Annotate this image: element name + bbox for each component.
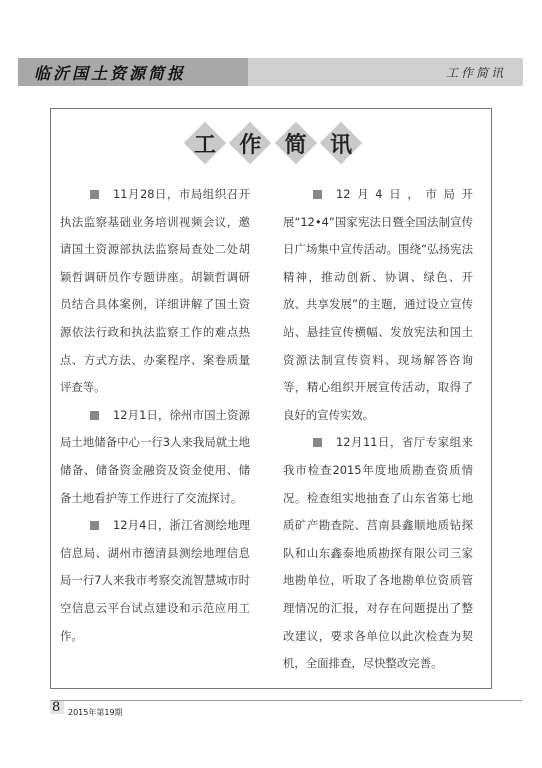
square-bullet-icon	[313, 438, 322, 447]
square-bullet-icon	[90, 521, 99, 530]
left-column	[60, 181, 250, 650]
news-text: 12月1日，徐州市国土资源局土地储备中心一行3人来我局就土地储备、储备资金融资及资金使用、储备土地看护等工作进行了交流探讨。	[60, 407, 250, 505]
news-item	[60, 402, 250, 512]
title-char: 简	[277, 124, 315, 162]
square-bullet-icon	[90, 411, 99, 420]
news-item	[283, 181, 473, 429]
square-bullet-icon	[313, 190, 322, 199]
news-text: 12月11日，省厅专家组来我市检查2015年度地质勘查资质情况。检查组实地抽查了山东省第七地质矿产勘查院、莒南县鑫顺地质钻探队和山东鑫泰地质勘探有限公司三家地勘单位，听取了各地勘单位资质管理情况的汇报，对存在问题提出了整改建议，要求各单位以此次检查为契机，全面排查，尽快整改完善。	[283, 435, 473, 671]
news-text: 12月4日，市局开展“12•4”国家宪法日暨全国法制宣传日广场集中宣传活动。围绕“弘扬宪法精神，推动创新、协调、绿色、开放、共享发展”的主题，通过设立宣传站、悬挂宣传横幅、发放宪法和国土资源法制宣传资料、现场解答咨询等，精心组织开展宣传活动，取得了良好的宣传实效。	[283, 187, 473, 422]
news-text: 12月4日，浙江省测绘地理信息局、湖州市德清县测绘地理信息局一行7人来我市考察交流智慧城市时空信息云平台试点建设和示范应用工作。	[60, 518, 250, 643]
news-text: 11月28日，市局组织召开执法监察基础业务培训视频会议，邀请国土资源部执法监察局查处二处胡颖哲调研员作专题讲座。胡颖哲调研员结合具体案例，详细讲解了国土资源依法行政和执法监察工作的难点热点、方式方法、办案程序、案卷质量评查等。	[60, 187, 250, 395]
title-char: 作	[231, 124, 269, 162]
right-column	[283, 181, 473, 678]
square-bullet-icon	[90, 190, 99, 199]
page-title	[186, 124, 360, 170]
footer-divider	[50, 700, 522, 701]
page-number: 8	[52, 700, 61, 715]
news-item	[60, 181, 250, 402]
issue-label: 2015年第19期	[68, 708, 123, 717]
title-char: 讯	[322, 124, 360, 162]
news-item	[60, 512, 250, 650]
title-char: 工	[186, 124, 224, 162]
publication-title: 临沂国土资源简报	[34, 64, 187, 83]
news-item	[283, 429, 473, 677]
section-name: 工作简讯	[445, 66, 506, 80]
